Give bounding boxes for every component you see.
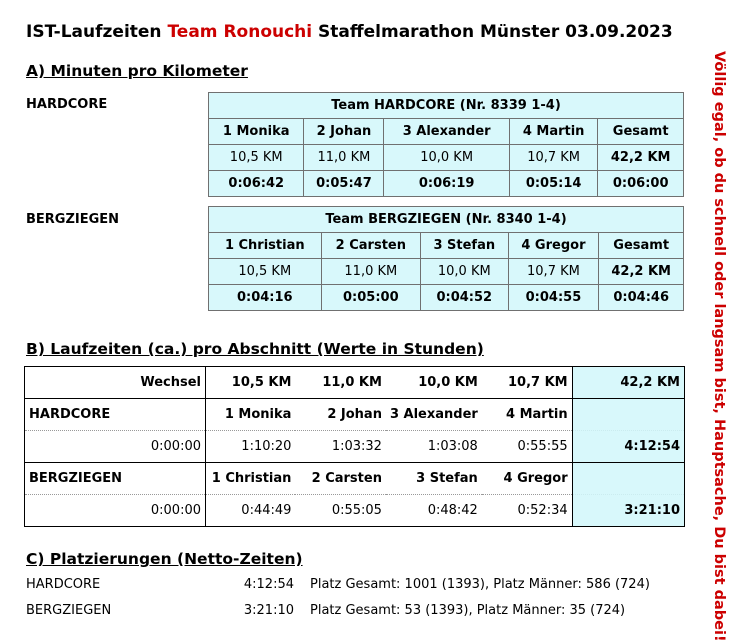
distance: 11,0 KM: [304, 145, 384, 171]
placement-time: 4:12:54: [243, 577, 294, 592]
runner-name: 4 Gregor: [508, 233, 599, 259]
pace: 0:06:42: [209, 171, 304, 197]
runner-name: 1 Monika: [209, 119, 304, 145]
total-time: 4:12:54: [572, 431, 684, 463]
total-pace: 0:04:46: [599, 285, 684, 311]
total-pace: 0:06:00: [598, 171, 684, 197]
section-c-heading: C) Platzierungen (Netto-Zeiten): [26, 550, 303, 568]
section-b-heading: B) Laufzeiten (ca.) pro Abschnitt (Werte in Stunden): [26, 340, 484, 358]
split-time: 0:55:05: [295, 495, 386, 527]
distance: 10,5 KM: [209, 145, 304, 171]
pace: 0:04:55: [508, 285, 599, 311]
runner-name: 3 Stefan: [421, 233, 508, 259]
total-distance: 42,2 KM: [599, 259, 684, 285]
split-time: 0:52:34: [482, 495, 572, 527]
runner-name: 1 Christian: [206, 463, 296, 495]
placement-text: Platz Gesamt: 1001 (1393), Platz Männer: 586 (724): [310, 577, 650, 592]
runner-name: 4 Martin: [482, 399, 572, 431]
split-time: 1:10:20: [206, 431, 296, 463]
placement-text: Platz Gesamt: 53 (1393), Platz Männer: 35 (724): [310, 603, 626, 618]
team-label-hardcore: HARDCORE: [25, 399, 206, 431]
section-a-heading: A) Minuten pro Kilometer: [26, 62, 248, 80]
team-header: Team BERGZIEGEN (Nr. 8340 1-4): [209, 207, 684, 233]
runner-name: 2 Carsten: [321, 233, 421, 259]
start-time: 0:00:00: [25, 495, 206, 527]
distance: 10,5 KM: [206, 367, 296, 399]
runner-name: 3 Alexander: [386, 399, 482, 431]
runner-name: 2 Johan: [295, 399, 386, 431]
pace: 0:05:14: [509, 171, 597, 197]
team-label-bergziegen: BERGZIEGEN: [25, 463, 206, 495]
side-motto: Völlig egal, ob du schnell oder langsam bist, Hauptsache, Du bist dabei!: [711, 50, 727, 642]
total-label: Gesamt: [599, 233, 684, 259]
pace: 0:05:00: [321, 285, 421, 311]
distance: 10,0 KM: [384, 145, 510, 171]
total-distance: 42,2 KM: [572, 367, 684, 399]
placement-time: 3:21:10: [243, 603, 294, 618]
runner-name: 2 Johan: [304, 119, 384, 145]
split-time: 0:55:55: [482, 431, 572, 463]
runner-name: 4 Martin: [509, 119, 597, 145]
total-distance: 42,2 KM: [598, 145, 684, 171]
runner-name: 3 Alexander: [384, 119, 510, 145]
title-team: Team Ronouchi: [167, 22, 313, 42]
pace: 0:06:19: [384, 171, 510, 197]
total-label: Gesamt: [598, 119, 684, 145]
title-prefix: IST-Laufzeiten: [26, 22, 162, 42]
placement-team: BERGZIEGEN: [26, 603, 112, 618]
distance: 11,0 KM: [321, 259, 421, 285]
runner-name: 3 Stefan: [386, 463, 482, 495]
runner-name: 1 Christian: [209, 233, 322, 259]
pace: 0:05:47: [304, 171, 384, 197]
placement-team: HARDCORE: [26, 577, 101, 592]
distance: 10,0 KM: [418, 375, 478, 390]
team-header: Team HARDCORE (Nr. 8339 1-4): [209, 93, 684, 119]
wechsel-label: Wechsel: [140, 375, 201, 390]
split-time: 0:48:42: [386, 495, 482, 527]
team-label-bergziegen: BERGZIEGEN: [26, 212, 120, 227]
pace: 0:04:16: [209, 285, 322, 311]
distance: 10,7 KM: [508, 375, 568, 390]
runner-name: 1 Monika: [206, 399, 296, 431]
distance: 11,0 KM: [322, 375, 382, 390]
distance: 10,0 KM: [421, 259, 508, 285]
runner-name: 4 Gregor: [482, 463, 572, 495]
pace: 0:04:52: [421, 285, 508, 311]
distance: 10,7 KM: [508, 259, 599, 285]
title-suffix: Staffelmarathon Münster 03.09.2023: [318, 22, 673, 42]
split-time: 1:03:08: [386, 431, 482, 463]
pace-table-hardcore: [208, 92, 684, 197]
distance: 10,7 KM: [509, 145, 597, 171]
split-time: 1:03:32: [295, 431, 386, 463]
page-title: [26, 22, 673, 42]
runner-name: 2 Carsten: [295, 463, 386, 495]
total-time: 3:21:10: [572, 495, 684, 527]
start-time: 0:00:00: [25, 431, 206, 463]
pace-table-bergziegen: [208, 206, 684, 311]
split-time: 0:44:49: [206, 495, 296, 527]
splits-table: [24, 366, 685, 527]
distance: 10,5 KM: [209, 259, 322, 285]
team-label-hardcore: HARDCORE: [26, 97, 108, 112]
